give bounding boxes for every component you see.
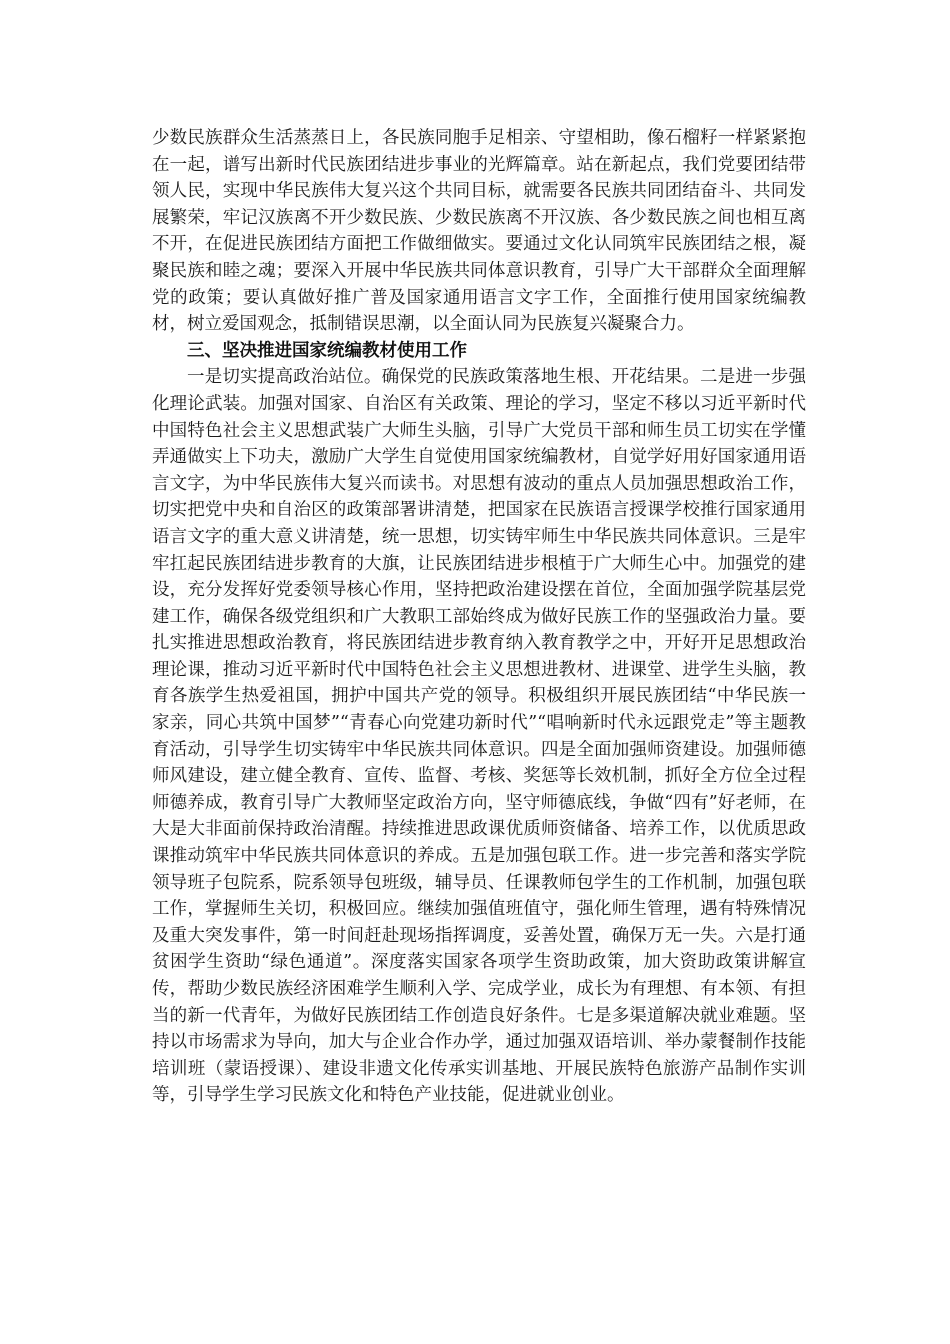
section-heading: 三、坚决推进国家统编教材使用工作: [187, 340, 467, 361]
document-body: [152, 125, 806, 1109]
paragraph-continuation: 少数民族群众生活蒸蒸日上，各民族同胞手足相亲、守望相助，像石榴籽一样紧紧抱在一起，谱写出新时代民族团结进步事业的光辉篇章。站在新起点，我们党要团结带领人民，实现中华民族伟大复兴这个共同目标，就需要各民族共同团结奋斗、共同发展繁荣，牢记汉族离不开少数民族、少数民族离不开汉族、各少数民族之间也相互离不开，在促进民族团结方面把工作做细做实。要通过文化认同筑牢民族团结之根，凝聚民族和睦之魂；要深入开展中华民族共同体意识教育，引导广大干部群众全面理解党的政策；要认真做好推广普及国家通用语言文字工作，全面推行使用国家统编教材，树立爱国观念，抵制错误思潮，以全面认同为民族复兴凝聚合力。: [152, 128, 806, 335]
paragraph-body: 一是切实提高政治站位。确保党的民族政策落地生根、开花结果。二是进一步强化理论武装。加强对国家、自治区有关政策、理论的学习，坚定不移以习近平新时代中国特色社会主义思想武装广大师生头脑，引导广大党员干部和师生员工切实在学懂弄通做实上下功夫，激励广大学生自觉使用国家统编教材，自觉学好用好国家通用语言文字，为中华民族伟大复兴而读书。对思想有波动的重点人员加强思想政治工作，切实把党中央和自治区的政策部署讲清楚，把国家在民族语言授课学校推行国家通用语言文字的重大意义讲清楚，统一思想，切实铸牢师生中华民族共同体意识。三是牢牢扛起民族团结进步教育的大旗，让民族团结进步根植于广大师生心中。加强党的建设，充分发挥好党委领导核心作用，坚持把政治建设摆在首位，全面加强学院基层党建工作，确保各级党组织和广大教职工部始终成为做好民族工作的坚强政治力量。要扎实推进思想政治教育，将民族团结进步教育纳入教育教学之中，开好开足思想政治理论课，推动习近平新时代中国特色社会主义思想进教材、进课堂、进学生头脑，教育各族学生热爱祖国，拥护中国共产党的领导。积极组织开展民族团结“中华民族一家亲，同心共筑中国梦”“青春心向党建功新时代”“唱响新时代永远跟党走”等主题教育活动，引导学生切实铸牢中华民族共同体意识。四是全面加强师资建设。加强师德师风建设，建立健全教育、宣传、监督、考核、奖惩等长效机制，抓好全方位全过程师德养成，教育引导广大教师坚定政治方向，坚守师德底线，争做“四有”好老师，在大是大非面前保持政治清醒。持续推进思政课优质师资储备、培养工作，以优质思政课推动筑牢中华民族共同体意识的养成。五是加强包联工作。进一步完善和落实学院领导班子包院系，院系领导包班级，辅导员、任课教师包学生的工作机制，加强包联工作，掌握师生关切，积极回应。继续加强值班值守，强化师生管理，遇有特殊情况及重大突发事件，第一时间赶赴现场指挥调度，妥善处置，确保万无一失。六是打通贫困学生资助“绿色通道”。深度落实国家各项学生资助政策，加大资助政策讲解宣传，帮助少数民族经济困难学生顺利入学、完成学业，成长为有理想、有本领、有担当的新一代青年，为做好民族团结工作创造良好条件。七是多渠道解决就业难题。坚持以市场需求为导向，加大与企业合作办学，通过加强双语培训、举办蒙餐制作技能培训班（蒙语授课）、建设非遗文化传承实训基地、开展民族特色旅游产品制作实训等，引导学生学习民族文化和特色产业技能，促进就业创业。: [152, 367, 806, 1106]
